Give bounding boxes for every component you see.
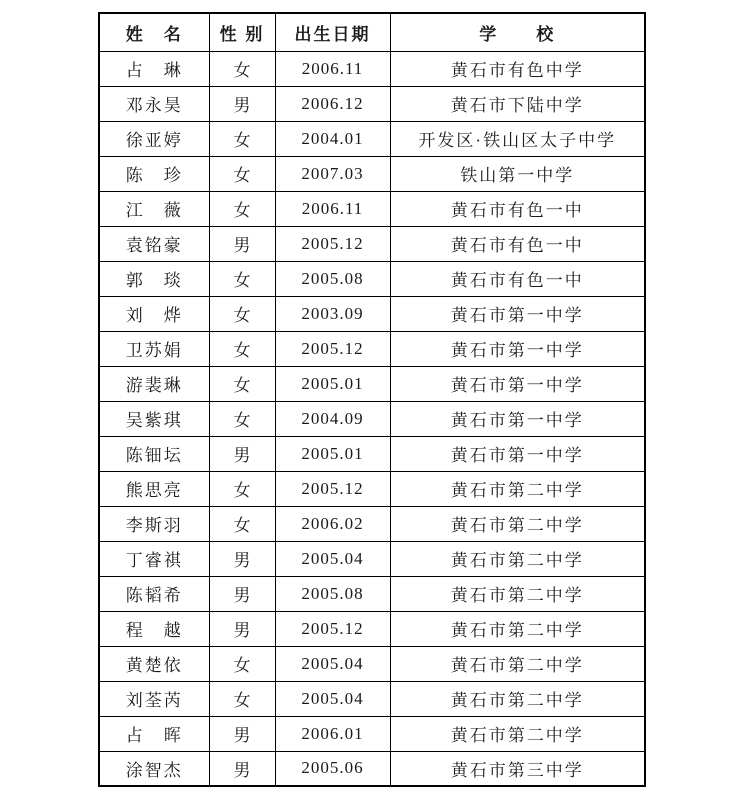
cell-name: 程 越 <box>99 611 209 646</box>
cell-name: 黄楚依 <box>99 646 209 681</box>
table-row <box>99 331 645 366</box>
cell-birth-date: 2005.12 <box>275 226 390 261</box>
cell-gender: 男 <box>209 436 275 471</box>
cell-name: 游裴琳 <box>99 366 209 401</box>
table-row <box>99 191 645 226</box>
cell-school: 黄石市第二中学 <box>390 611 645 646</box>
student-table-body <box>99 51 645 786</box>
cell-name: 卫苏娟 <box>99 331 209 366</box>
cell-gender: 男 <box>209 576 275 611</box>
table-row <box>99 541 645 576</box>
cell-gender: 女 <box>209 331 275 366</box>
table-row <box>99 401 645 436</box>
table-row <box>99 261 645 296</box>
table-row <box>99 506 645 541</box>
cell-birth-date: 2004.01 <box>275 121 390 156</box>
cell-name: 刘荃芮 <box>99 681 209 716</box>
cell-name: 熊思亮 <box>99 471 209 506</box>
cell-birth-date: 2005.12 <box>275 471 390 506</box>
cell-name: 郭 琰 <box>99 261 209 296</box>
cell-name: 徐亚婷 <box>99 121 209 156</box>
cell-gender: 男 <box>209 86 275 121</box>
cell-gender: 女 <box>209 366 275 401</box>
cell-gender: 女 <box>209 296 275 331</box>
cell-name: 陈韬希 <box>99 576 209 611</box>
table-row <box>99 226 645 261</box>
cell-gender: 男 <box>209 751 275 786</box>
cell-gender: 男 <box>209 716 275 751</box>
cell-gender: 男 <box>209 611 275 646</box>
cell-birth-date: 2007.03 <box>275 156 390 191</box>
cell-school: 黄石市第一中学 <box>390 331 645 366</box>
cell-school: 黄石市有色一中 <box>390 191 645 226</box>
cell-birth-date: 2005.08 <box>275 261 390 296</box>
cell-name: 占 晖 <box>99 716 209 751</box>
cell-school: 黄石市第二中学 <box>390 506 645 541</box>
cell-school: 开发区·铁山区太子中学 <box>390 121 645 156</box>
cell-gender: 女 <box>209 401 275 436</box>
cell-gender: 女 <box>209 51 275 86</box>
table-row <box>99 366 645 401</box>
cell-gender: 女 <box>209 261 275 296</box>
cell-birth-date: 2005.04 <box>275 541 390 576</box>
cell-name: 陈 珍 <box>99 156 209 191</box>
cell-birth-date: 2005.12 <box>275 331 390 366</box>
cell-school: 黄石市有色中学 <box>390 51 645 86</box>
cell-school: 黄石市下陆中学 <box>390 86 645 121</box>
column-header-birth-date: 出生日期 <box>275 13 390 51</box>
table-row <box>99 86 645 121</box>
table-row <box>99 296 645 331</box>
cell-birth-date: 2006.01 <box>275 716 390 751</box>
cell-school: 黄石市第二中学 <box>390 716 645 751</box>
student-table <box>98 12 646 787</box>
cell-gender: 女 <box>209 156 275 191</box>
cell-birth-date: 2005.06 <box>275 751 390 786</box>
cell-birth-date: 2005.01 <box>275 366 390 401</box>
cell-gender: 女 <box>209 506 275 541</box>
cell-school: 铁山第一中学 <box>390 156 645 191</box>
cell-gender: 男 <box>209 226 275 261</box>
cell-birth-date: 2005.04 <box>275 681 390 716</box>
cell-birth-date: 2006.11 <box>275 51 390 86</box>
cell-birth-date: 2006.02 <box>275 506 390 541</box>
cell-school: 黄石市有色一中 <box>390 226 645 261</box>
cell-gender: 男 <box>209 541 275 576</box>
cell-name: 占 琳 <box>99 51 209 86</box>
cell-name: 涂智杰 <box>99 751 209 786</box>
cell-name: 袁铭豪 <box>99 226 209 261</box>
column-header-name: 姓 名 <box>99 13 209 51</box>
column-header-gender: 性 别 <box>209 13 275 51</box>
cell-school: 黄石市第二中学 <box>390 681 645 716</box>
table-row <box>99 751 645 786</box>
cell-birth-date: 2004.09 <box>275 401 390 436</box>
cell-school: 黄石市第一中学 <box>390 401 645 436</box>
cell-name: 丁睿祺 <box>99 541 209 576</box>
cell-birth-date: 2003.09 <box>275 296 390 331</box>
table-row <box>99 156 645 191</box>
cell-gender: 女 <box>209 471 275 506</box>
cell-school: 黄石市第二中学 <box>390 541 645 576</box>
cell-gender: 女 <box>209 681 275 716</box>
cell-school: 黄石市第一中学 <box>390 436 645 471</box>
cell-name: 江 薇 <box>99 191 209 226</box>
cell-name: 吴紫琪 <box>99 401 209 436</box>
cell-birth-date: 2005.04 <box>275 646 390 681</box>
table-header-row <box>99 13 645 51</box>
table-row <box>99 121 645 156</box>
cell-school: 黄石市第二中学 <box>390 646 645 681</box>
cell-birth-date: 2006.11 <box>275 191 390 226</box>
cell-school: 黄石市第二中学 <box>390 471 645 506</box>
cell-school: 黄石市第一中学 <box>390 296 645 331</box>
cell-birth-date: 2005.01 <box>275 436 390 471</box>
cell-birth-date: 2006.12 <box>275 86 390 121</box>
cell-school: 黄石市第三中学 <box>390 751 645 786</box>
cell-gender: 女 <box>209 646 275 681</box>
table-row <box>99 681 645 716</box>
table-row <box>99 471 645 506</box>
cell-birth-date: 2005.08 <box>275 576 390 611</box>
cell-birth-date: 2005.12 <box>275 611 390 646</box>
table-row <box>99 646 645 681</box>
table-row <box>99 51 645 86</box>
table-row <box>99 576 645 611</box>
cell-name: 陈钿坛 <box>99 436 209 471</box>
cell-name: 刘 烨 <box>99 296 209 331</box>
table-row <box>99 611 645 646</box>
cell-gender: 女 <box>209 121 275 156</box>
table-row <box>99 716 645 751</box>
cell-school: 黄石市第一中学 <box>390 366 645 401</box>
column-header-school: 学 校 <box>390 13 645 51</box>
cell-school: 黄石市有色一中 <box>390 261 645 296</box>
table-row <box>99 436 645 471</box>
cell-name: 李斯羽 <box>99 506 209 541</box>
cell-gender: 女 <box>209 191 275 226</box>
cell-name: 邓永昊 <box>99 86 209 121</box>
cell-school: 黄石市第二中学 <box>390 576 645 611</box>
